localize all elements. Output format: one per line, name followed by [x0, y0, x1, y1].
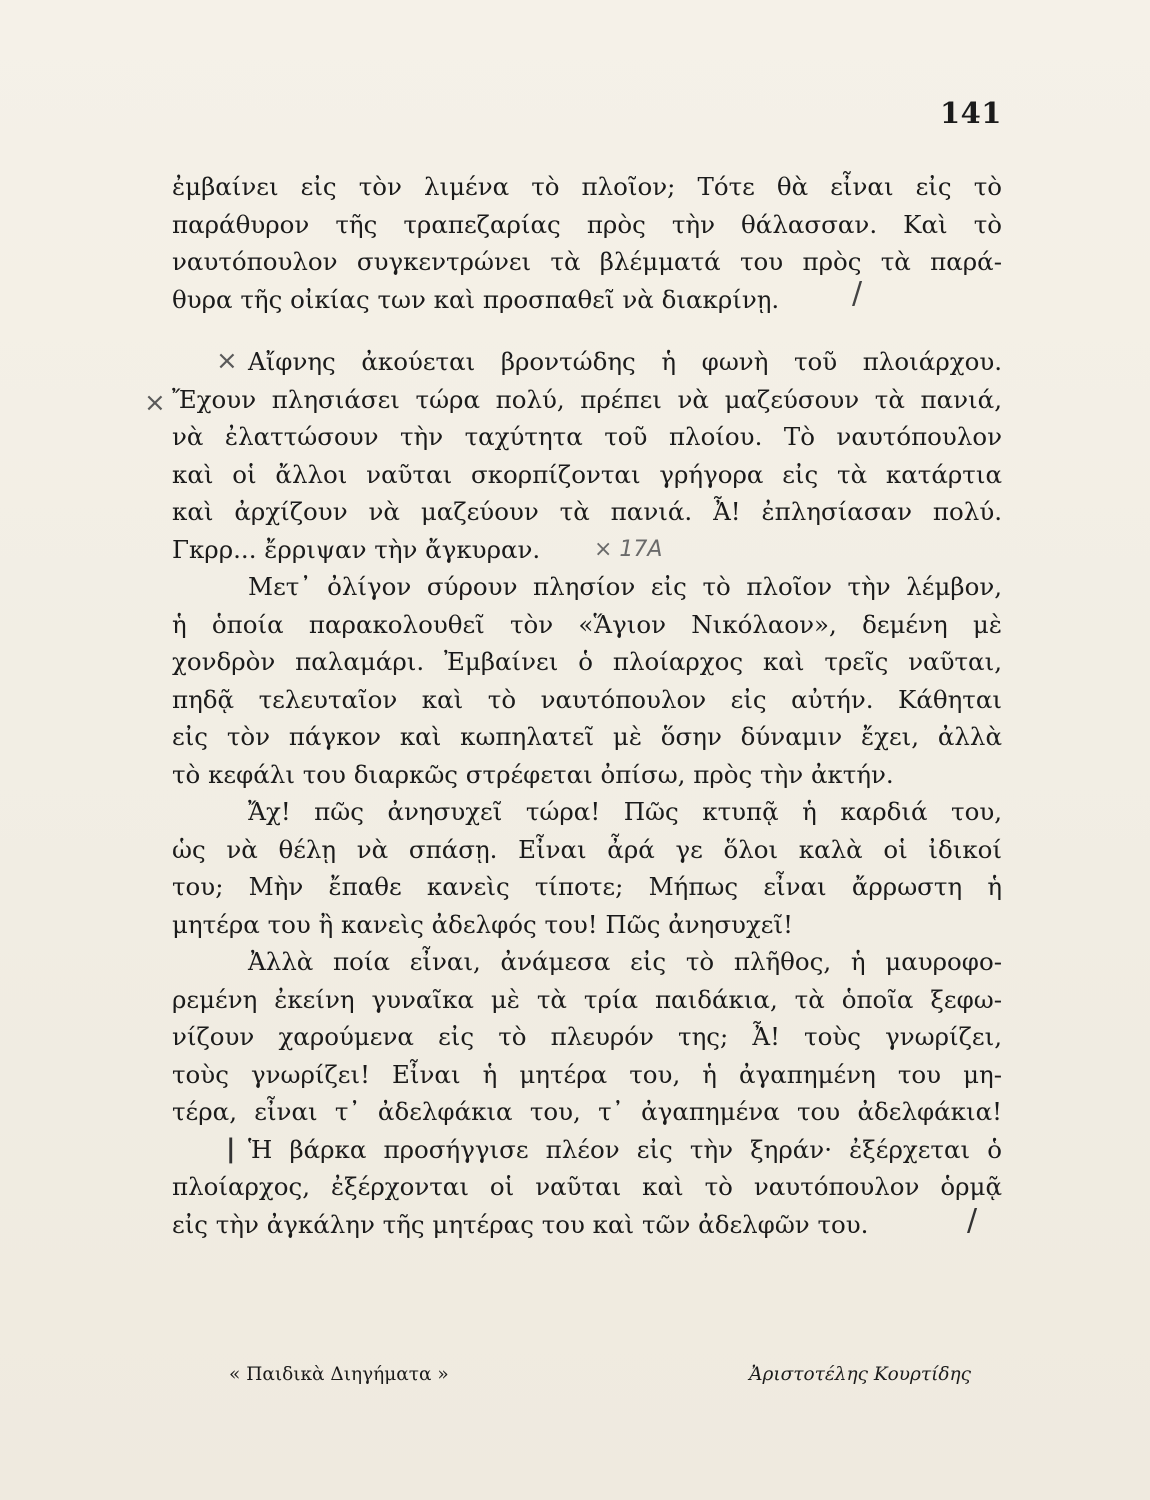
handwritten-note: × 17A — [594, 536, 663, 562]
text-line-wrap — [172, 343, 1002, 381]
body-text — [144, 168, 1002, 1243]
text-line-wrap — [144, 381, 1002, 419]
text-line: Ἔχουν πλησιάσει τώρα πολύ, πρέπει νὰ μαζεύσουν τὰ πανιά, — [172, 384, 1002, 414]
text-line: εἰς τὴν ἀγκάλην τῆς μητέρας του καὶ τῶν ἀδελφῶν του. — [172, 1209, 869, 1239]
text-line-wrap — [172, 1202, 1002, 1244]
text-line: Μετ᾽ ὀλίγον σύρουν πλησίον εἰς τὸ πλοῖον τὴν λέμβον, — [248, 572, 1002, 601]
handwritten-slash-mark: / — [967, 1202, 978, 1238]
handwritten-bar-mark: | — [226, 1133, 236, 1164]
text-line: παράθυρον τῆς τραπεζαρίας πρὸς τὴν θάλασσαν. Καὶ τὸ — [172, 209, 1002, 239]
author-name: Ἀριστοτέλης Κουρτίδης — [749, 1364, 971, 1385]
text-line: ἡ ὁποία παρακολουθεῖ τὸν «Ἅγιον Νικόλαον», δεμένη μὲ — [172, 609, 1002, 639]
text-line: ὡς νὰ θέλῃ νὰ σπάσῃ. Εἶναι ἆρά γε ὅλοι καλὰ οἱ ἰδικοί — [172, 834, 1002, 864]
text-line: νίζουν χαρούμενα εἰς τὸ πλευρόν της; Ἆ! τοὺς γνωρίζει, — [172, 1022, 1002, 1051]
text-line: του; Μὴν ἔπαθε κανεὶς τίποτε; Μήπως εἶναι ἄρρωστη ἡ — [172, 872, 1002, 901]
handwritten-x-mark: × — [216, 346, 238, 376]
text-line: χονδρὸν παλαμάρι. Ἐμβαίνει ὁ πλοίαρχος καὶ τρεῖς ναῦται, — [172, 647, 1002, 676]
text-line: ρεμένη ἐκείνη γυναῖκα μὲ τὰ τρία παιδάκια, τὰ ὁποῖα ξεφω- — [172, 984, 1002, 1014]
page-number: 141 — [939, 96, 1002, 130]
text-line: εἰς τὸν πάγκον καὶ κωπηλατεῖ μὲ ὅσην δύναμιν ἔχει, ἀλλὰ — [172, 722, 1002, 751]
text-line-wrap — [172, 531, 1002, 569]
text-line: τὸ κεφάλι του διαρκῶς στρέφεται ὀπίσω, πρὸς τὴν ἀκτήν. — [172, 759, 894, 789]
text-line: τέρα, εἶναι τ᾽ ἀδελφάκια του, τ᾽ ἀγαπημένα του ἀδελφάκια! — [172, 1097, 1002, 1126]
text-line-wrap — [172, 1131, 1002, 1169]
source-title: « Παιδικὰ Διηγήματα » — [229, 1364, 449, 1385]
handwritten-slash-mark: / — [852, 275, 863, 311]
text-line: ἐμβαίνει εἰς τὸν λιμένα τὸ πλοῖον; Τότε θὰ εἶναι εἰς τὸ — [172, 172, 1002, 201]
text-line: Ἄχ! πῶς ἀνησυχεῖ τώρα! Πῶς κτυπᾷ ἡ καρδιά του, — [248, 797, 1002, 826]
text-line: πηδᾷ τελευταῖον καὶ τὸ ναυτόπουλον εἰς αὐτήν. Κάθηται — [172, 684, 1002, 714]
text-line: νὰ ἐλαττώσουν τὴν ταχύτητα τοῦ πλοίου. Τὸ ναυτόπουλον — [172, 422, 1002, 451]
handwritten-x-mark: × — [144, 387, 166, 418]
text-line: θυρα τῆς οἰκίας των καὶ προσπαθεῖ νὰ διακρίνῃ. — [172, 284, 780, 314]
text-line: καὶ οἱ ἄλλοι ναῦται σκορπίζονται γρήγορα εἰς τὰ κατάρτια — [172, 459, 1002, 489]
text-line: Ἡ βάρκα προσήγγισε πλέον εἰς τὴν ξηράν· ἐξέρχεται ὁ — [248, 1134, 1002, 1164]
page-footer — [229, 1364, 971, 1385]
text-line: Γκρρ... ἔρριψαν τὴν ἄγκυραν. — [172, 534, 541, 564]
text-line: Ἀλλὰ ποία εἶναι, ἀνάμεσα εἰς τὸ πλῆθος, ἡ μαυροφο- — [248, 947, 1002, 976]
text-line-wrap — [172, 275, 1002, 319]
text-line: ναυτόπουλον συγκεντρώνει τὰ βλέμματά του πρὸς τὰ παρά- — [172, 247, 1002, 276]
text-line: μητέρα του ἢ κανεὶς ἀδελφός του! Πῶς ἀνησυχεῖ! — [172, 909, 793, 939]
text-line: πλοίαρχος, ἐξέρχονται οἱ ναῦται καὶ τὸ ναυτόπουλον ὁρμᾷ — [172, 1172, 1002, 1201]
text-line: καὶ ἀρχίζουν νὰ μαζεύουν τὰ πανιά. Ἆ! ἐπλησίασαν πολύ. — [172, 497, 1002, 526]
text-line: τοὺς γνωρίζει! Εἶναι ἡ μητέρα του, ἡ ἀγαπημένη του μη- — [172, 1059, 1002, 1089]
text-line: Αἴφνης ἀκούεται βροντώδης ἡ φωνὴ τοῦ πλοιάρχου. — [248, 347, 1002, 376]
